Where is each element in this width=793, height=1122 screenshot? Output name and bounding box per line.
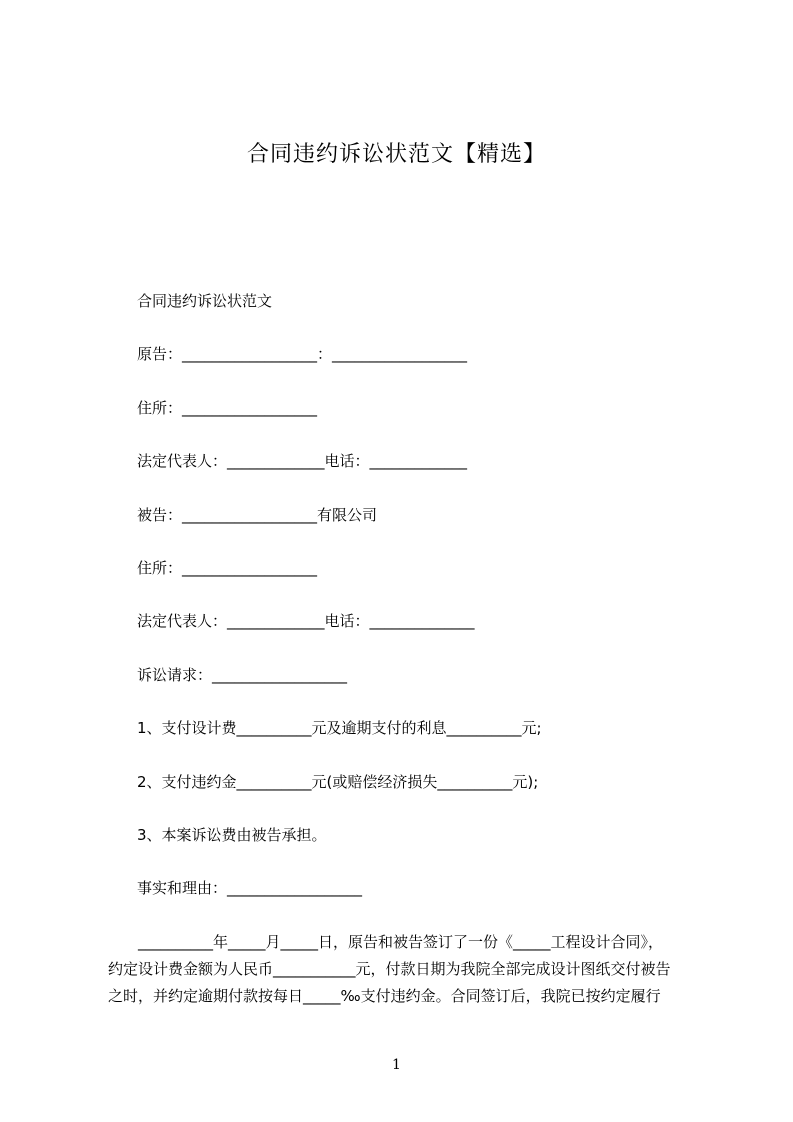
document-title: 合同违约诉讼状范文【精选】 xyxy=(246,142,546,167)
plaintiff-address-line: 住所：__________________ xyxy=(137,399,318,417)
section-heading: 合同违约诉讼状范文 xyxy=(137,292,273,310)
claim-item-1: 1、支付设计费__________元及逾期支付的利息__________元; xyxy=(137,719,542,737)
defendant-address-line: 住所：__________________ xyxy=(137,559,318,577)
defendant-representative-line: 法定代表人：_____________电话：______________ xyxy=(137,612,475,630)
claim-item-2: 2、支付违约金__________元(或赔偿经济损失__________元); xyxy=(137,773,539,791)
paragraph-line-1: __________年_____月_____日，原告和被告签订了一份《_____工程设计合同》， xyxy=(108,933,664,951)
plaintiff-line: 原告：__________________：__________________ xyxy=(137,345,468,363)
claims-line: 诉讼请求：__________________ xyxy=(137,666,348,684)
paragraph-line-2: 约定设计费金额为人民币___________元，付款日期为我院全部完成设计图纸交付被告 xyxy=(108,960,671,978)
plaintiff-representative-line: 法定代表人：_____________电话：_____________ xyxy=(137,452,468,470)
paragraph-line-3: 之时，并约定逾期付款按每日_____‰支付违约金。合同签订后，我院已按约定履行 xyxy=(108,987,661,1005)
page-number: 1 xyxy=(392,1057,401,1073)
defendant-line: 被告：__________________有限公司 xyxy=(137,506,378,524)
claim-item-3: 3、本案诉讼费由被告承担。 xyxy=(137,826,327,844)
facts-reasons-line: 事实和理由：__________________ xyxy=(137,879,363,897)
